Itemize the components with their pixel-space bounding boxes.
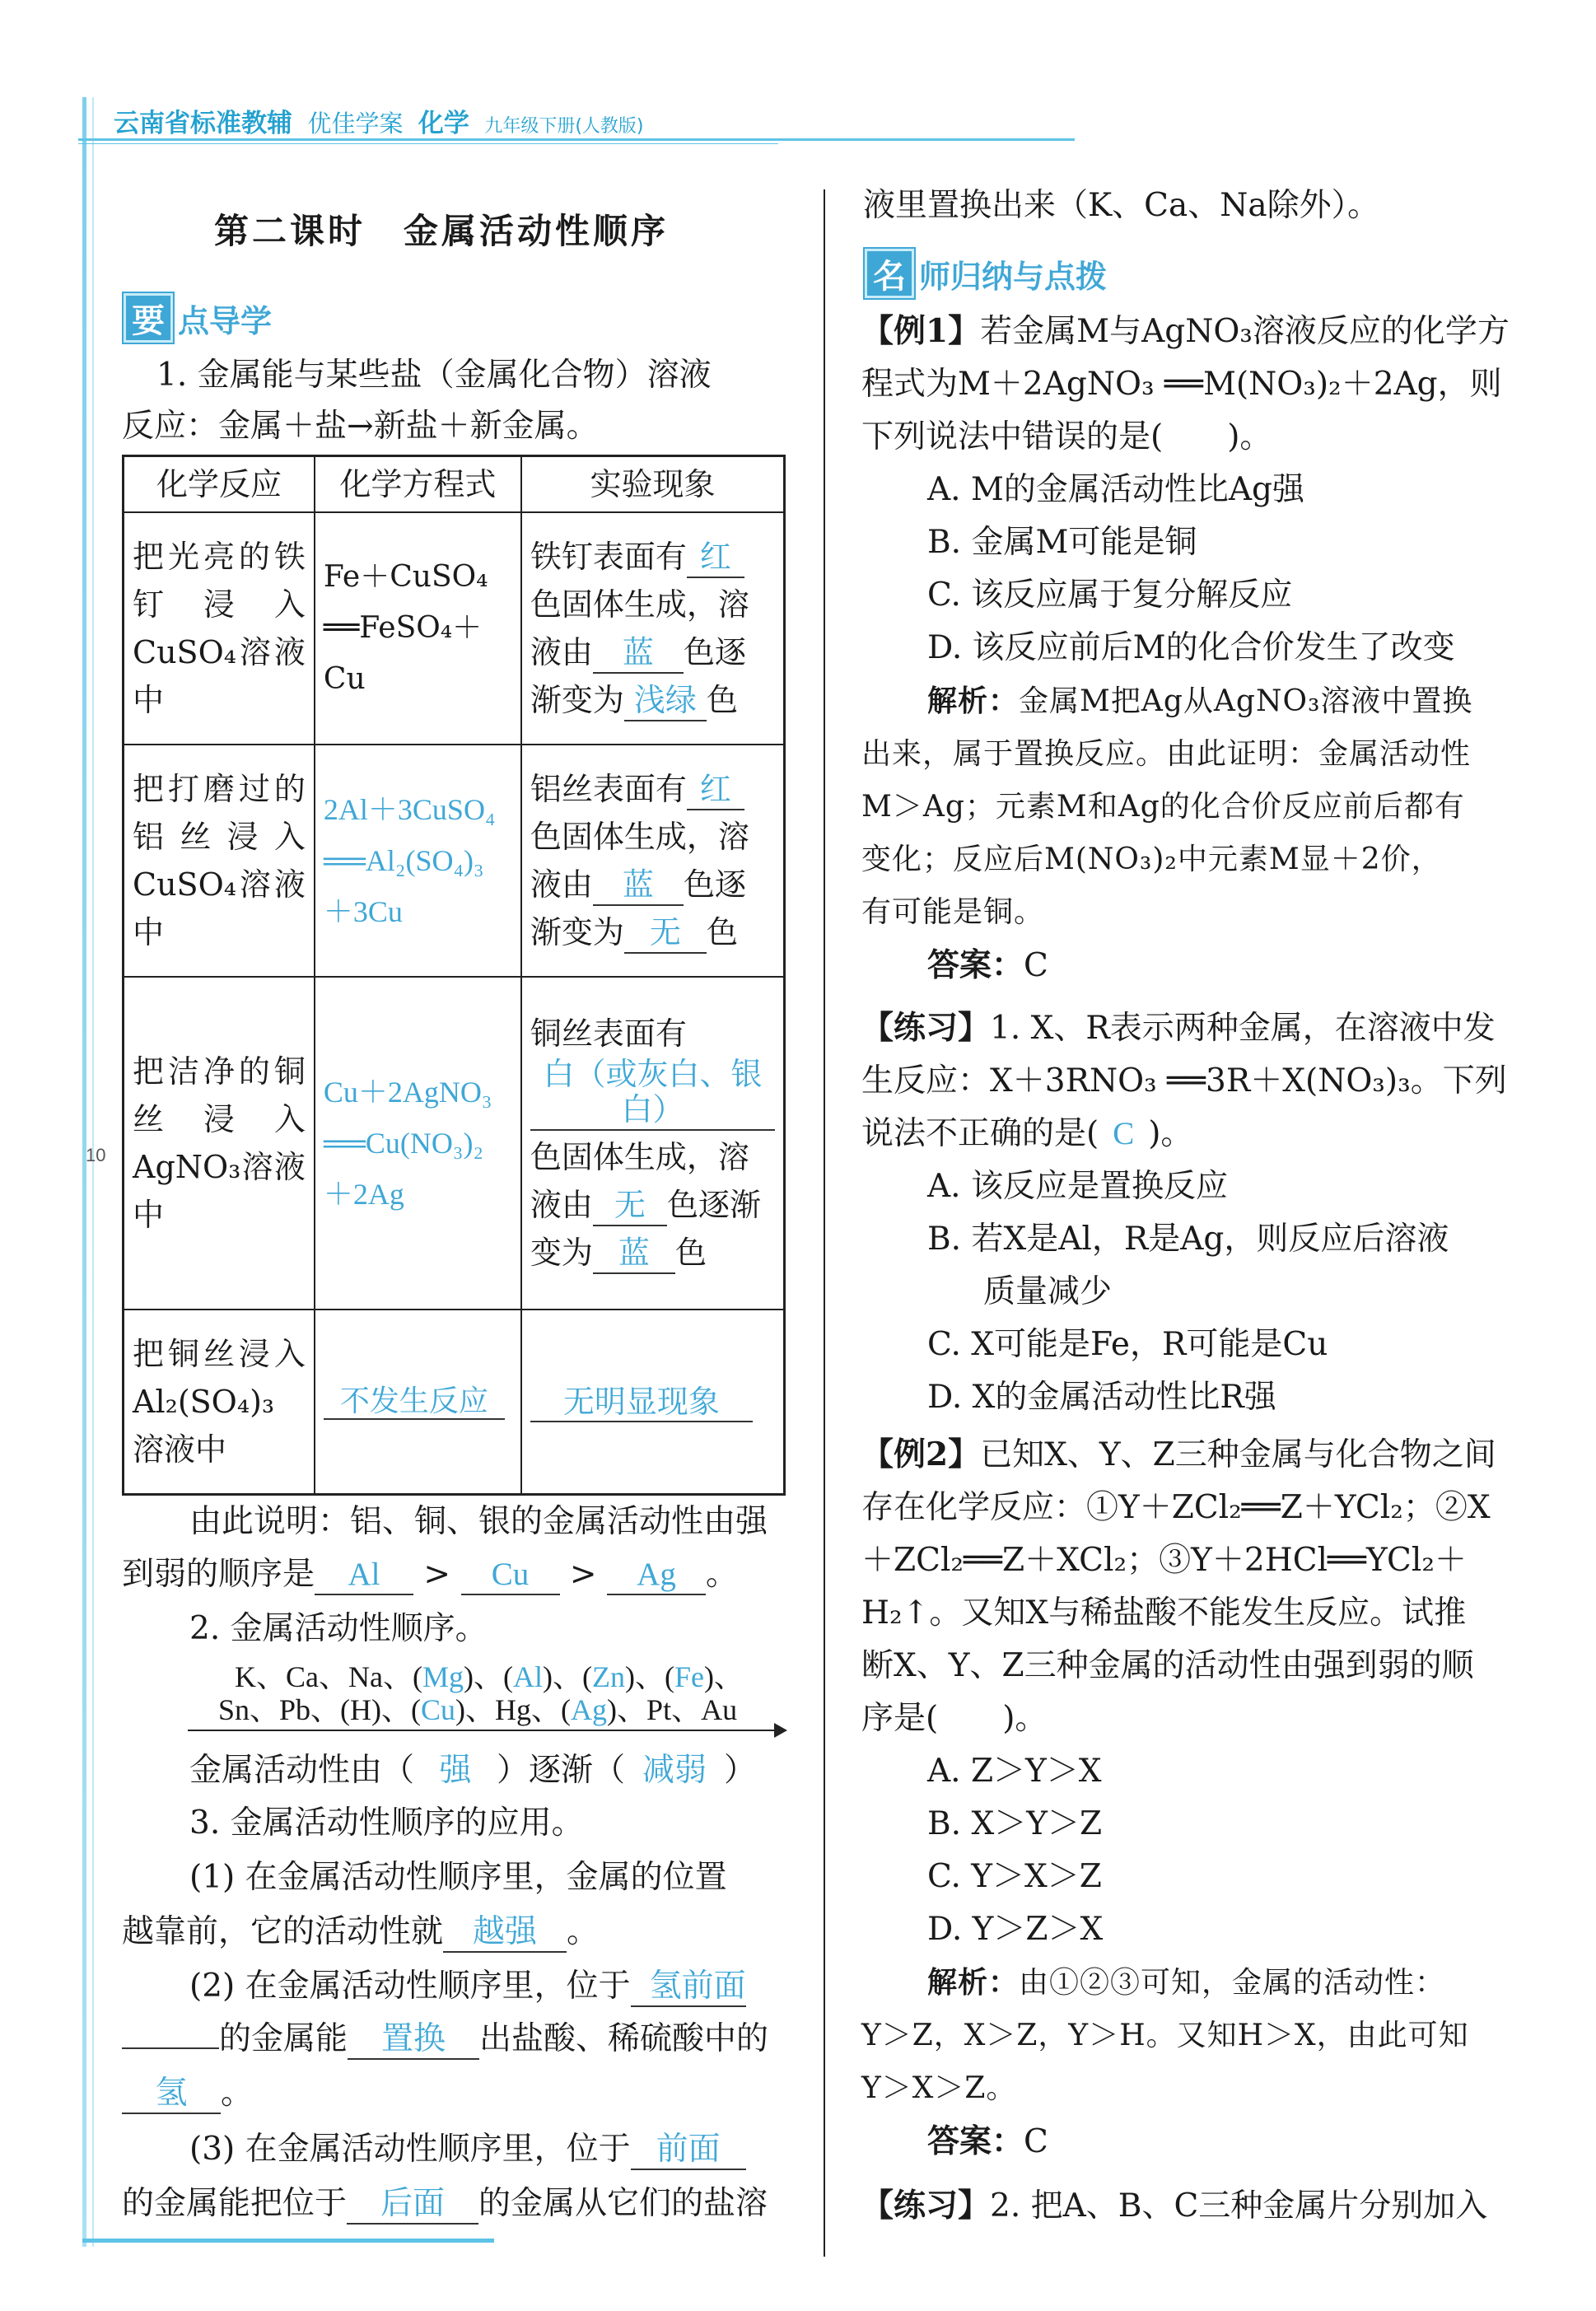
text: ）逐渐（ (497, 1752, 626, 1789)
text: 金属M把Ag从AgNO₃溶液中置换 (1019, 684, 1473, 718)
text: 越靠前，它的活动性就 (122, 1913, 444, 1950)
table-header: 化学方程式 (315, 456, 521, 513)
text: 色固体生成，溶液由 (530, 1139, 749, 1224)
analysis-line: 变化；反应后M(NO₃)₂中元素M显＋2价， (861, 843, 1442, 876)
answer: Cu (421, 1693, 456, 1726)
answer-blank: 无明显现象 (530, 1385, 753, 1423)
answer: Al (512, 1660, 543, 1693)
analysis-label: 解析： (927, 684, 1020, 718)
option-b: B. X＞Y＞Z (927, 1805, 1103, 1842)
practice1-stem2: 生反应：X＋3RNO₃ ══3R＋X(NO₃)₃。下列 (861, 1062, 1507, 1099)
header-grade: 九年级下册(人教版) (484, 116, 644, 137)
point3-p1-line2: 越靠前，它的活动性就 越强 。 (122, 1906, 599, 1959)
example1 (861, 305, 1537, 992)
option-a: A. 该反应是置换反应 (927, 1168, 1228, 1205)
text: 说法不正确的是( (861, 1115, 1099, 1152)
example2-stem: 序是( )。 (861, 1700, 1048, 1737)
point3-p1-line1: (1) 在金属活动性顺序里，金属的位置 (189, 1859, 727, 1896)
analysis-line: Y＞Z，X＞Z，Y＞H。又知H＞X，由此可知 (861, 2019, 1469, 2052)
option-d: D. X的金属活动性比R强 (927, 1379, 1276, 1416)
analysis-line (861, 1956, 1537, 2010)
text: 由①②③可知，金属的活动性： (1019, 1966, 1446, 2000)
text: (3) 在金属活动性顺序里，位于 (189, 2131, 631, 2168)
answer-value: C (1024, 2123, 1048, 2160)
text: (2) 在金属活动性顺序里，位于 (189, 1968, 631, 2005)
example2 (861, 1428, 1537, 2169)
option-a: A. M的金属活动性比Ag强 (927, 471, 1305, 508)
example2-stem: 断X、Y、Z三种金属的活动性由强到弱的顺 (861, 1647, 1474, 1684)
practice1 (861, 1001, 1537, 1424)
header-subject: 化学 (418, 109, 469, 138)
page-number: 10 (86, 1145, 106, 1165)
text: 铁钉表面有 (530, 539, 687, 575)
text: 若金属M与AgNO₃溶液反应的化学方 (980, 313, 1510, 350)
header-brand: 云南省标准教辅 (114, 109, 292, 138)
running-header (114, 102, 644, 139)
blank-continuation (122, 2047, 219, 2049)
analysis-label: 解析： (927, 1965, 1020, 2000)
option-b: B. 金属M可能是铜 (927, 524, 1197, 561)
option-c: C. Y＞X＞Z (927, 1858, 1102, 1895)
text: 金属活动性由（ (189, 1752, 415, 1789)
answer-blank: Ag (607, 1557, 706, 1595)
analysis-line: Y＞X＞Z。 (861, 2071, 1017, 2105)
text: 色固体生成，溶液由 (530, 586, 749, 670)
reaction-table (122, 455, 786, 1496)
lesson-title: 第二课时 金属活动性顺序 (214, 211, 670, 251)
answer: C (1113, 1116, 1135, 1151)
text: 色固体生成，溶液由 (530, 819, 749, 903)
answer-blank: 无 (624, 916, 707, 954)
example1-stem1 (861, 305, 1537, 358)
arrow-right-icon (774, 1723, 787, 1738)
text: 的金属能 (219, 2020, 348, 2057)
answer-blank: 无 (593, 1188, 667, 1226)
equation-answer-cell: 2Al＋3CuSO₄ ══Al₂(SO₄)₃ ＋3Cu (315, 745, 521, 977)
activity-series (210, 1660, 786, 1726)
practice-tag: 【练习】 (861, 1009, 991, 1047)
answer-blank: 白（或灰白、银白） (530, 1057, 775, 1131)
answer-blank: 置换 (348, 2021, 479, 2060)
text: 。 (706, 1556, 739, 1593)
section-heading-mingshi (865, 249, 1107, 298)
text: 的金属从它们的盐溶 (478, 2185, 768, 2222)
example-tag: 【例2】 (861, 1436, 981, 1473)
text: 铝丝表面有 (530, 771, 687, 807)
text: > (569, 1556, 597, 1593)
table-header: 化学反应 (124, 456, 315, 513)
point3-p2-line3: 氢 。 (122, 2067, 253, 2120)
text: 色 (706, 682, 738, 718)
text: ） (724, 1752, 757, 1789)
answer-blank: Al (315, 1557, 413, 1595)
option-b-continued: 质量减少 (983, 1273, 1113, 1310)
series-arrow-line (188, 1730, 781, 1731)
text: K、Ca、Na、 (235, 1660, 413, 1693)
answer-label: 答案： (927, 2122, 1024, 2160)
text: > (423, 1556, 451, 1593)
text: 色逐渐变为 (530, 866, 746, 950)
left-border-bar (82, 97, 86, 2247)
left-border-line (92, 97, 94, 2247)
point3-p3-line1 (189, 2123, 746, 2176)
analysis-line: 有可能是铜。 (861, 895, 1045, 929)
answer: Zn (591, 1660, 625, 1693)
answer-blank: 氢 (122, 2075, 221, 2114)
answer: 减弱 (642, 1753, 707, 1788)
text: Sn、Pb、(H)、 (218, 1693, 412, 1726)
practice1-stem1 (861, 1001, 1537, 1055)
answer-value: C (1024, 947, 1048, 984)
text: 出盐酸、稀硫酸中的 (479, 2020, 769, 2057)
section-heading-yaodian (124, 293, 272, 343)
table-row (124, 1310, 785, 1494)
table-row (124, 512, 785, 745)
text: 已知X、Y、Z三种金属与化合物之间 (980, 1436, 1496, 1473)
text: 2. 把A、B、C三种金属片分别加入 (990, 2187, 1488, 2225)
section-label: 师归纳与点拨 (919, 258, 1108, 295)
answer-blank: 红 (687, 773, 744, 810)
phenomenon-cell (521, 977, 785, 1310)
analysis-line (861, 675, 1537, 728)
answer-blank: 越强 (443, 1914, 567, 1953)
phenomenon-cell (521, 512, 785, 745)
answer: 强 (439, 1753, 472, 1788)
analysis-line: 出来，属于置换反应。由此证明：金属活动性 (861, 737, 1472, 771)
text: 到弱的顺序是 (122, 1556, 315, 1593)
answer: Mg (422, 1660, 464, 1693)
text: 色逐渐变为 (530, 1187, 761, 1272)
text: 色 (706, 914, 738, 950)
section-badge: 要 (124, 293, 173, 343)
point1-line1: 1. 金属能与某些盐（金属化合物）溶液 (156, 357, 712, 394)
phenomenon-cell (521, 745, 785, 977)
series-line2: Sn、Pb、(H)、(Cu)、Hg、(Ag)、Pt、Au (218, 1693, 738, 1726)
equation-cell: Fe＋CuSO₄ ══FeSO₄＋ Cu (315, 512, 521, 745)
footer-rule (82, 2239, 494, 2243)
point3-p2-line1 (189, 1960, 746, 2013)
answer-blank: 蓝 (593, 868, 684, 906)
answer-line (861, 939, 1537, 992)
answer-blank: 氢前面 (631, 1968, 746, 2007)
text: )。 (1148, 1115, 1193, 1152)
header-series: 优佳学案 (307, 110, 404, 138)
option-c: C. 该反应属于复分解反应 (927, 577, 1293, 614)
example-tag: 【例1】 (861, 312, 981, 350)
answer-blank: 不发生反应 (324, 1384, 505, 1420)
example2-stem: 存在化学反应：①Y＋ZCl₂══Z＋YCl₂；②X (861, 1489, 1491, 1526)
answer: Fe (674, 1660, 704, 1693)
text: 1. X、R表示两种金属，在溶液中发 (990, 1010, 1496, 1047)
text: 铜丝表面有 (530, 1015, 687, 1052)
phenomenon-cell (521, 1310, 785, 1494)
option-c: C. X可能是Fe，R可能是Cu (927, 1326, 1328, 1363)
table-header: 实验现象 (521, 456, 785, 513)
answer-blank: 前面 (631, 2131, 746, 2170)
option-d: D. Y＞Z＞X (927, 1911, 1104, 1948)
example1-stem2: 程式为M＋2AgNO₃ ══M(NO₃)₂＋2Ag，则 (861, 366, 1502, 403)
example2-stem: ＋ZCl₂══Z＋XCl₂；③Y＋2HCl══YCl₂＋ (861, 1542, 1467, 1579)
answer-blank: Cu (461, 1557, 560, 1595)
section-label: 点导学 (178, 302, 273, 339)
point1-line2: 反应：金属＋盐→新盐＋新金属。 (122, 408, 599, 445)
answer-blank: 后面 (347, 2186, 478, 2225)
table-row (124, 977, 785, 1310)
point3-title: 3. 金属活动性顺序的应用。 (189, 1804, 584, 1842)
point3-p3-line2 (122, 2178, 768, 2230)
column-divider (824, 189, 825, 2257)
option-d: D. 该反应前后M的化合价发生了改变 (927, 629, 1455, 666)
equation-answer-cell: Cu＋2AgNO₃ ══Cu(NO₃)₂ ＋2Ag (315, 977, 521, 1310)
practice-tag: 【练习】 (861, 2187, 991, 2225)
reaction-cell: 把光亮的铁钉浸入CuSO₄溶液中 (124, 512, 315, 745)
answer: Ag (571, 1693, 608, 1726)
table-header-row (124, 456, 785, 513)
example1-stem3: 下列说法中错误的是( )。 (861, 418, 1272, 455)
point2-title: 2. 金属活动性顺序。 (189, 1610, 488, 1647)
answer-blank: 蓝 (593, 1236, 675, 1274)
analysis-line: M＞Ag；元素M和Ag的化合价反应前后都有 (861, 790, 1465, 824)
answer-line (861, 2115, 1537, 2169)
text: 、Pt、Au (617, 1693, 738, 1726)
text: 色逐渐变为 (530, 634, 746, 718)
series-line1: K、Ca、Na、(Mg)、(Al)、(Zn)、(Fe)、 (235, 1660, 744, 1693)
example2-stem (861, 1428, 1537, 1482)
point3-continuation: 液里置换出来（K、Ca、Na除外）。 (863, 187, 1380, 224)
example2-stem: H₂↑。又知X与稀盐酸不能发生反应。试推 (861, 1594, 1467, 1632)
answer-blank: 浅绿 (624, 684, 707, 721)
conclusion-line2 (122, 1548, 738, 1601)
table-row (124, 745, 785, 977)
reaction-cell: 把洁净的铜丝浸入AgNO₃溶液中 (124, 977, 315, 1310)
text: 、Hg、 (465, 1693, 562, 1726)
practice2-stem (861, 2179, 1487, 2233)
activity-direction (189, 1744, 756, 1797)
point3-p2-line2 (122, 2013, 768, 2066)
practice1-stem3 (861, 1108, 1537, 1160)
equation-answer-cell (315, 1310, 521, 1494)
header-rule-thin (78, 143, 778, 144)
answer-label: 答案： (927, 946, 1024, 984)
reaction-cell: 把铜丝浸入Al₂(SO₄)₃溶液中 (124, 1310, 315, 1494)
answer-blank: 红 (687, 540, 744, 578)
reaction-cell: 把打磨过的铝丝浸入CuSO₄溶液中 (124, 745, 315, 977)
answer-blank: 蓝 (593, 636, 684, 674)
option-a: A. Z＞Y＞X (927, 1753, 1102, 1790)
text: 色 (674, 1235, 707, 1272)
text: 的金属能把位于 (122, 2185, 348, 2222)
section-badge: 名 (865, 249, 914, 298)
option-b: B. 若X是Al，R是Ag，则反应后溶液 (927, 1221, 1449, 1258)
conclusion-line1: 由此说明：铝、铜、银的金属活动性由强 (189, 1503, 768, 1540)
